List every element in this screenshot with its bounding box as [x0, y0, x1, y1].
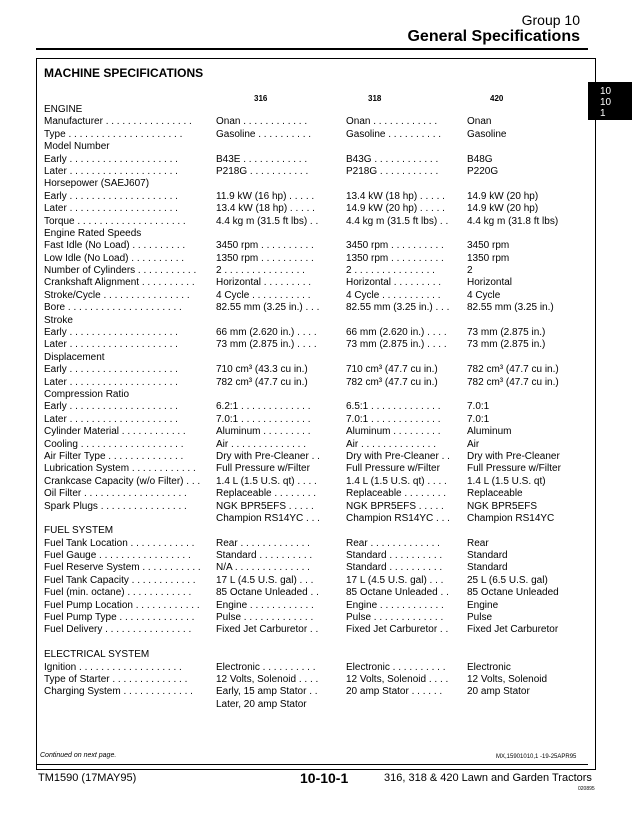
column-header-316: 316	[254, 94, 268, 103]
spec-value-316: 1350 rpm . . . . . . . . . .	[216, 252, 314, 264]
spec-value-420: 4.4 kg m (31.8 ft lbs)	[467, 215, 559, 227]
spec-value-420: 82.55 mm (3.25 in.)	[467, 302, 554, 314]
spec-value-318: Dry with Pre-Cleaner . .	[346, 450, 450, 462]
spec-row	[44, 277, 584, 289]
spec-row	[44, 550, 584, 562]
column-header-318: 318	[368, 94, 382, 103]
page-number: 10-10-1	[300, 770, 349, 786]
spec-value-420: 782 cm³ (47.7 cu in.)	[467, 376, 559, 388]
spec-row	[44, 513, 584, 525]
spec-value-420: 1.4 L (1.5 U.S. qt)	[467, 475, 546, 487]
spec-value-318: 13.4 kW (18 hp) . . . . .	[346, 190, 445, 202]
spec-label: Later . . . . . . . . . . . . . . . . . . . .	[44, 413, 178, 425]
spec-label: ENGINE	[44, 104, 83, 115]
spec-value-316: 4.4 kg m (31.5 ft lbs) . .	[216, 215, 319, 227]
tab-line: 1	[600, 108, 606, 119]
spec-value-318: 85 Octane Unleaded . .	[346, 587, 449, 599]
spec-row	[44, 439, 584, 451]
spec-label: Fast Idle (No Load) . . . . . . . . . .	[44, 240, 186, 252]
spec-label: Later . . . . . . . . . . . . . . . . . . . .	[44, 339, 178, 351]
spec-value-316: 85 Octane Unleaded . .	[216, 587, 319, 599]
spec-value-316: 12 Volts, Solenoid . . . .	[216, 673, 319, 685]
spec-row	[44, 488, 584, 500]
spec-label: Lubrication System . . . . . . . . . . . .	[44, 463, 196, 475]
spec-value-316: 1.4 L (1.5 U.S. qt) . . . .	[216, 475, 317, 487]
spec-value-316: 17 L (4.5 U.S. gal) . . .	[216, 574, 314, 586]
spec-value-420: Standard	[467, 562, 508, 574]
spec-value-318: 2 . . . . . . . . . . . . . . .	[346, 265, 435, 277]
spec-row	[44, 525, 584, 537]
spec-value-318: Gasoline . . . . . . . . . .	[346, 128, 442, 140]
spec-value-420: 1350 rpm	[467, 252, 510, 264]
spec-value-420: 4 Cycle	[467, 289, 501, 301]
spec-row	[44, 265, 584, 277]
reference-code: MX,15901010,1 -19-25APR95	[496, 754, 577, 760]
spec-label: Cooling . . . . . . . . . . . . . . . . . . .	[44, 438, 184, 450]
spec-row	[44, 302, 584, 314]
spec-row	[44, 612, 584, 624]
spec-row	[44, 290, 584, 302]
spec-value-316: Dry with Pre-Cleaner . .	[216, 450, 320, 462]
spec-value-420: 2	[467, 265, 473, 277]
tab-line: 10	[600, 97, 612, 108]
spec-value-318: NGK BPR5EFS . . . . .	[346, 500, 444, 512]
spec-value-316: 4 Cycle . . . . . . . . . . .	[216, 289, 311, 301]
spec-row	[44, 327, 584, 339]
spec-row	[44, 575, 584, 587]
spec-value-316: N/A . . . . . . . . . . . . . .	[216, 562, 310, 574]
spec-row	[44, 476, 584, 488]
spec-value-316: B43E . . . . . . . . . . . .	[216, 153, 308, 165]
spec-value-420: 12 Volts, Solenoid	[467, 673, 548, 685]
spec-value-318: 3450 rpm . . . . . . . . . .	[346, 240, 444, 252]
spec-value-316: 66 mm (2.620 in.) . . . .	[216, 327, 317, 339]
footer-rule	[36, 764, 588, 765]
spec-label: Stroke	[44, 314, 73, 326]
spec-label: Fuel (min. octane) . . . . . . . . . . . .	[44, 587, 192, 599]
spec-label: Early . . . . . . . . . . . . . . . . . . . .	[44, 190, 178, 202]
spec-value-420: Engine	[467, 599, 499, 611]
spec-value-420: Champion RS14YC	[467, 512, 555, 524]
spec-row	[44, 178, 584, 190]
spec-label: Fuel Tank Location . . . . . . . . . . . .	[44, 537, 195, 549]
spec-value-316: Air . . . . . . . . . . . . . .	[216, 438, 307, 450]
manual-title: 316, 318 & 420 Lawn and Garden Tractors	[384, 772, 592, 784]
spec-value-420: Replaceable	[467, 488, 523, 500]
spec-row	[44, 600, 584, 612]
column-header-420: 420	[490, 94, 504, 103]
spec-value-420: 3450 rpm	[467, 240, 510, 252]
spec-row	[44, 364, 584, 376]
spec-label: Ignition . . . . . . . . . . . . . . . . . . .	[44, 661, 182, 673]
spec-value-316: 6.2:1 . . . . . . . . . . . . .	[216, 401, 311, 413]
spec-value-316: 13.4 kW (18 hp) . . . . .	[216, 203, 315, 215]
spec-value-318: Air . . . . . . . . . . . . . .	[346, 438, 437, 450]
spec-table	[44, 104, 584, 711]
spec-row	[44, 191, 584, 203]
spec-value-318: Full Pressure w/Filter	[346, 463, 440, 475]
spec-value-318: 73 mm (2.875 in.) . . . .	[346, 339, 447, 351]
spec-value-318: 6.5:1 . . . . . . . . . . . . .	[346, 401, 441, 413]
spec-value-318: P218G . . . . . . . . . . .	[346, 165, 439, 177]
spec-value-318: Champion RS14YC . . .	[346, 512, 450, 524]
spec-value-420: Electronic	[467, 661, 511, 673]
spec-value-420: Air	[467, 438, 480, 450]
spec-value-316: 7.0:1 . . . . . . . . . . . . .	[216, 413, 311, 425]
spec-value-318: B43G . . . . . . . . . . . .	[346, 153, 439, 165]
spec-label: Number of Cylinders . . . . . . . . . . .	[44, 265, 197, 277]
spec-row	[44, 562, 584, 574]
spec-value-316: 73 mm (2.875 in.) . . . .	[216, 339, 317, 351]
spec-label: Fuel Delivery . . . . . . . . . . . . . . . .	[44, 624, 192, 636]
spec-value-316: Aluminum . . . . . . . . .	[216, 426, 311, 438]
spec-value-318: 17 L (4.5 U.S. gal) . . .	[346, 574, 444, 586]
spec-value-318: 82.55 mm (3.25 in.) . . .	[346, 302, 450, 314]
spec-row	[44, 401, 584, 413]
spec-value-316: Horizontal . . . . . . . . .	[216, 277, 312, 289]
spec-value-420: B48G	[467, 153, 493, 165]
spec-label: Later . . . . . . . . . . . . . . . . . . . .	[44, 376, 178, 388]
spec-label: Early . . . . . . . . . . . . . . . . . . . .	[44, 364, 178, 376]
spec-value-420: 7.0:1	[467, 413, 490, 425]
spec-row	[44, 637, 584, 649]
spec-value-318: Aluminum . . . . . . . . .	[346, 426, 441, 438]
spec-value-420: 7.0:1	[467, 401, 490, 413]
spec-value-420: 85 Octane Unleaded	[467, 587, 559, 599]
spec-row	[44, 538, 584, 550]
spec-value-318: Standard . . . . . . . . . .	[346, 550, 443, 562]
spec-value-318: 710 cm³ (47.7 cu in.)	[346, 364, 438, 376]
spec-label: Later . . . . . . . . . . . . . . . . . . . .	[44, 165, 178, 177]
spec-value-318: 782 cm³ (47.7 cu in.)	[346, 376, 438, 388]
spec-label: Charging System . . . . . . . . . . . . .	[44, 686, 193, 698]
spec-row	[44, 166, 584, 178]
footer-code: 020895	[578, 786, 595, 792]
spec-label: Compression Ratio	[44, 388, 130, 400]
spec-label: Fuel Pump Type . . . . . . . . . . . . . .	[44, 612, 195, 624]
spec-value-318: Engine . . . . . . . . . . . .	[346, 599, 444, 611]
spec-label: Crankcase Capacity (w/o Filter) . . .	[44, 475, 201, 487]
spec-value-316: Replaceable . . . . . . . .	[216, 488, 317, 500]
spec-value-420: Pulse	[467, 612, 493, 624]
spec-row	[44, 141, 584, 153]
spec-row	[44, 463, 584, 475]
spec-label: Bore . . . . . . . . . . . . . . . . . . . . .	[44, 302, 182, 314]
spec-value-318: Standard . . . . . . . . . .	[346, 562, 443, 574]
spec-row	[44, 699, 584, 711]
spec-value-318: 7.0:1 . . . . . . . . . . . . .	[346, 413, 441, 425]
spec-row	[44, 451, 584, 463]
spec-value-316: Onan . . . . . . . . . . . .	[216, 116, 308, 128]
spec-label: Early . . . . . . . . . . . . . . . . . . . .	[44, 153, 178, 165]
spec-row	[44, 624, 584, 636]
header-rule	[36, 48, 588, 50]
spec-label: Horsepower (SAEJ607)	[44, 178, 150, 190]
spec-value-316: 3450 rpm . . . . . . . . . .	[216, 240, 314, 252]
spec-row	[44, 649, 584, 661]
section-tab	[588, 82, 632, 120]
spec-value-420: 782 cm³ (47.7 cu in.)	[467, 364, 559, 376]
spec-value-420: 25 L (6.5 U.S. gal)	[467, 574, 548, 586]
section-title: MACHINE SPECIFICATIONS	[44, 66, 204, 80]
spec-value-420: Fixed Jet Carburetor	[467, 624, 559, 636]
spec-row	[44, 414, 584, 426]
spec-value-318: Pulse . . . . . . . . . . . . .	[346, 612, 444, 624]
spec-label: Fuel Pump Location . . . . . . . . . . . .	[44, 599, 200, 611]
spec-label: Stroke/Cycle . . . . . . . . . . . . . . . .	[44, 289, 190, 301]
page-title: General Specifications	[407, 28, 580, 45]
spec-value-318: 14.9 kW (20 hp) . . . . .	[346, 203, 445, 215]
spec-row	[44, 587, 584, 599]
spec-value-420: 73 mm (2.875 in.)	[467, 339, 546, 351]
spec-label: Early . . . . . . . . . . . . . . . . . . . .	[44, 327, 178, 339]
spec-value-316: P218G . . . . . . . . . . .	[216, 165, 309, 177]
spec-row	[44, 216, 584, 228]
spec-value-318: 66 mm (2.620 in.) . . . .	[346, 327, 447, 339]
spec-value-316: Pulse . . . . . . . . . . . . .	[216, 612, 314, 624]
spec-row	[44, 116, 584, 128]
spec-value-316: Engine . . . . . . . . . . . .	[216, 599, 314, 611]
spec-value-420: Dry with Pre-Cleaner	[467, 450, 560, 462]
spec-label: Early . . . . . . . . . . . . . . . . . . . .	[44, 401, 178, 413]
spec-row	[44, 339, 584, 351]
spec-label: Fuel Gauge . . . . . . . . . . . . . . . . .	[44, 550, 191, 562]
tab-line: 10	[600, 86, 612, 97]
spec-row	[44, 352, 584, 364]
spec-value-316: Early, 15 amp Stator . .	[216, 686, 318, 698]
spec-label: Model Number	[44, 141, 110, 153]
spec-value-420: Gasoline	[467, 128, 507, 140]
spec-value-420: P220G	[467, 165, 499, 177]
spec-value-316: Gasoline . . . . . . . . . .	[216, 128, 312, 140]
spec-value-420: NGK BPR5EFS	[467, 500, 538, 512]
spec-value-316: Fixed Jet Carburetor . .	[216, 624, 319, 636]
spec-row	[44, 129, 584, 141]
spec-value-316: Rear . . . . . . . . . . . . .	[216, 537, 310, 549]
spec-label: Fuel Reserve System . . . . . . . . . . .	[44, 562, 201, 574]
spec-value-316: Champion RS14YC . . .	[216, 512, 320, 524]
spec-label: Spark Plugs . . . . . . . . . . . . . . . .	[44, 500, 187, 512]
spec-value-316: 11.9 kW (16 hp) . . . . .	[216, 190, 315, 202]
spec-value-316: Full Pressure w/Filter	[216, 463, 310, 475]
spec-row	[44, 203, 584, 215]
spec-value-318: 20 amp Stator . . . . . .	[346, 686, 443, 698]
spec-value-420: Onan	[467, 116, 492, 128]
spec-value-316: Later, 20 amp Stator	[216, 698, 307, 710]
spec-row	[44, 686, 584, 698]
spec-label: Crankshaft Alignment . . . . . . . . . .	[44, 277, 195, 289]
spec-value-318: Horizontal . . . . . . . . .	[346, 277, 442, 289]
spec-row	[44, 240, 584, 252]
spec-label: ELECTRICAL SYSTEM	[44, 649, 150, 661]
spec-value-316: NGK BPR5EFS . . . . .	[216, 500, 314, 512]
spec-value-318: Replaceable . . . . . . . .	[346, 488, 447, 500]
spec-label: Later . . . . . . . . . . . . . . . . . . . .	[44, 203, 178, 215]
spec-value-318: 4 Cycle . . . . . . . . . . .	[346, 289, 441, 301]
spec-value-318: 1.4 L (1.5 U.S. qt) . . . .	[346, 475, 447, 487]
spec-value-420: 20 amp Stator	[467, 686, 530, 698]
spec-label: Type . . . . . . . . . . . . . . . . . . . . .	[44, 128, 183, 140]
spec-label: Air Filter Type . . . . . . . . . . . . . .	[44, 450, 184, 462]
spec-value-316: 2 . . . . . . . . . . . . . . .	[216, 265, 305, 277]
spec-value-318: 12 Volts, Solenoid . . . .	[346, 673, 449, 685]
spec-label: Fuel Tank Capacity . . . . . . . . . . . .	[44, 574, 196, 586]
spec-row	[44, 426, 584, 438]
spec-label: Cylinder Material . . . . . . . . . . . .	[44, 426, 186, 438]
spec-value-316: Standard . . . . . . . . . .	[216, 550, 313, 562]
spec-label: Type of Starter . . . . . . . . . . . . . .	[44, 673, 188, 685]
spec-value-318: 1350 rpm . . . . . . . . . .	[346, 252, 444, 264]
spec-label: FUEL SYSTEM	[44, 525, 114, 537]
spec-value-318: Rear . . . . . . . . . . . . .	[346, 537, 440, 549]
spec-value-316: 710 cm³ (43.3 cu in.)	[216, 364, 308, 376]
spec-label: Torque . . . . . . . . . . . . . . . . . . . .	[44, 215, 186, 227]
spec-value-316: Electronic . . . . . . . . . .	[216, 661, 316, 673]
spec-label: Low Idle (No Load) . . . . . . . . . .	[44, 252, 185, 264]
spec-row	[44, 315, 584, 327]
spec-row	[44, 389, 584, 401]
spec-value-420: Full Pressure w/Filter	[467, 463, 561, 475]
spec-value-420: 14.9 kW (20 hp)	[467, 190, 539, 202]
spec-row	[44, 377, 584, 389]
spec-row	[44, 501, 584, 513]
spec-value-316: 782 cm³ (47.7 cu in.)	[216, 376, 308, 388]
spec-row	[44, 674, 584, 686]
spec-label: Displacement	[44, 351, 105, 363]
spec-row	[44, 228, 584, 240]
manual-id: TM1590 (17MAY95)	[38, 772, 137, 784]
spec-value-318: 4.4 kg m (31.5 ft lbs) . .	[346, 215, 449, 227]
spec-value-420: Rear	[467, 537, 489, 549]
spec-label: Manufacturer . . . . . . . . . . . . . . . .	[44, 116, 192, 128]
spec-row	[44, 104, 584, 116]
spec-value-318: Electronic . . . . . . . . . .	[346, 661, 446, 673]
spec-value-420: Standard	[467, 550, 508, 562]
spec-value-420: Horizontal	[467, 277, 513, 289]
continued-note: Continued on next page.	[40, 752, 117, 759]
group-label: Group 10	[521, 12, 580, 28]
spec-row	[44, 154, 584, 166]
spec-value-420: 73 mm (2.875 in.)	[467, 327, 546, 339]
spec-label: Engine Rated Speeds	[44, 227, 142, 239]
spec-value-316: 82.55 mm (3.25 in.) . . .	[216, 302, 320, 314]
spec-row	[44, 253, 584, 265]
spec-label: Oil Filter . . . . . . . . . . . . . . . . . . .	[44, 488, 187, 500]
spec-value-318: Onan . . . . . . . . . . . .	[346, 116, 438, 128]
spec-value-420: 14.9 kW (20 hp)	[467, 203, 539, 215]
spec-value-318: Fixed Jet Carburetor . .	[346, 624, 449, 636]
spec-row	[44, 662, 584, 674]
spec-value-420: Aluminum	[467, 426, 512, 438]
